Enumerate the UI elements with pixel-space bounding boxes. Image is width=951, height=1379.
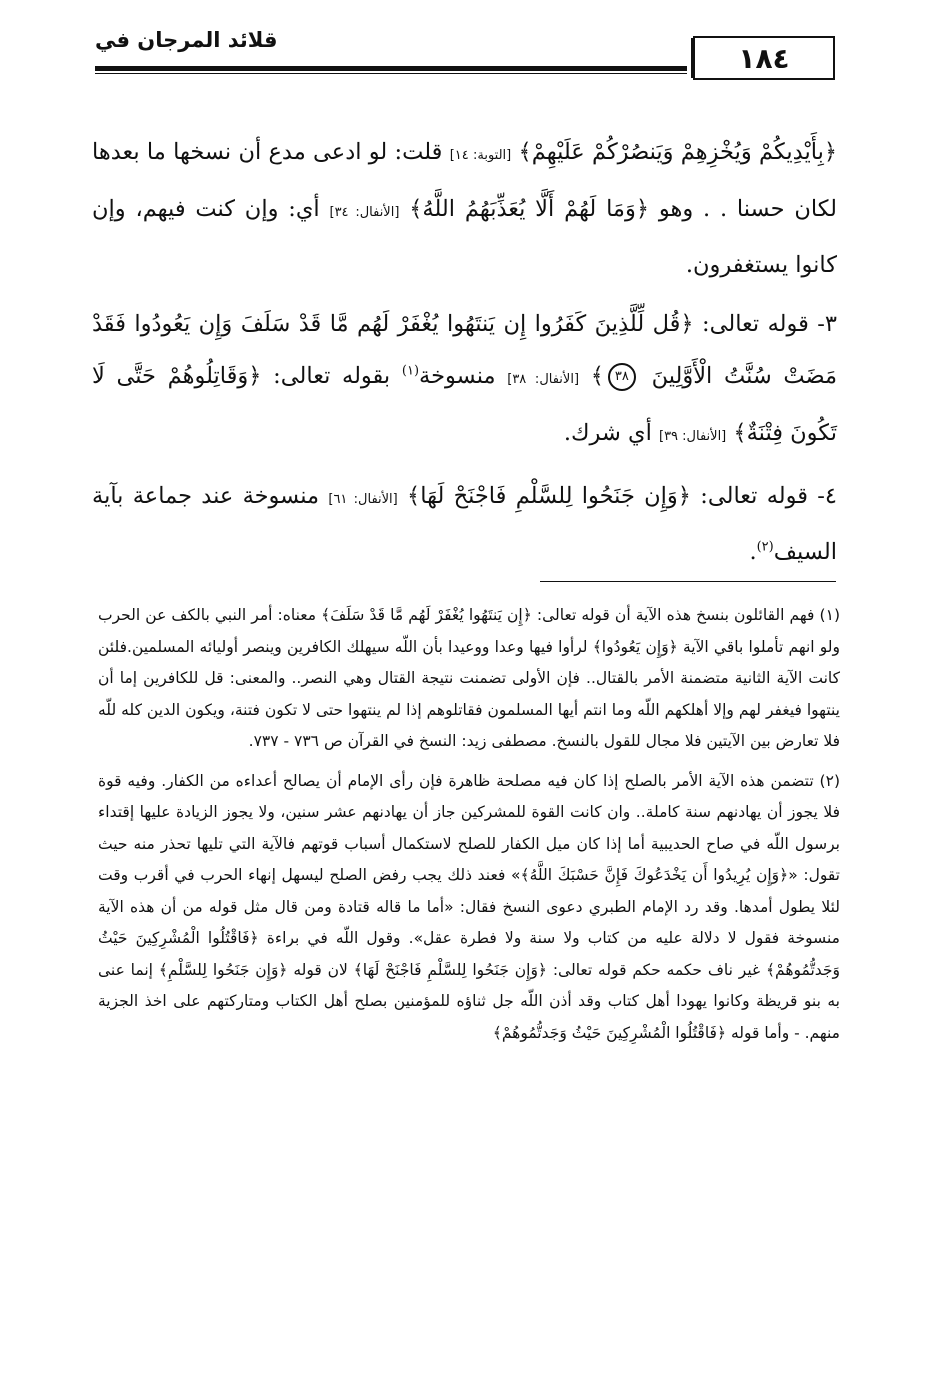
footnote-number: (١) xyxy=(819,606,840,624)
body-text: بقوله تعالى: xyxy=(273,363,391,390)
running-title: قلائد المرجان في xyxy=(95,28,278,52)
ayah-number-icon: ٣٨ xyxy=(608,363,636,391)
footnote-2 xyxy=(98,766,840,1050)
paragraph-item-3: ٣- قوله تعالى: ﴿قُل لِّلَّذِينَ كَفَرُوا إِن يَنتَهُوا يُغْفَرْ لَهُم مَّا قَدْ سَلَفَ وَإِن يَعُودُوا فَقَدْ مَضَتْ سُنَّتُ الْأَوَّلِينَ ٣٨﴾ [الأنفال: ٣٨] منسوخة$^{(١)}$ بقوله تعالى: ﴿وَقَاتِلُوهُمْ حَتَّى لَا تَكُونَ فِتْنَةٌ﴾ [الأنفال: ٣٩] أي شرك. xyxy=(92,310,838,446)
verse-citation: [الأنفال: ٦١] xyxy=(328,491,398,507)
main-text xyxy=(92,126,837,579)
body-text: منسوخة xyxy=(419,363,496,390)
footnote-1 xyxy=(98,600,840,758)
quran-verse: وَإِن جَنَحُوا لِلسَّلْمِ فَاجْنَحْ لَهَا xyxy=(420,482,678,509)
quran-verse: وَقَاتِلُوهُمْ حَتَّى لَا تَكُونَ فِتْنَةٌ xyxy=(92,363,837,446)
body-text: أي: وإن كنت فيهم، وإن كانوا يستغفرون. xyxy=(92,195,837,279)
header-rule xyxy=(95,66,687,71)
quran-verse: وَمَا لَهُمْ أَلَّا يُعَذِّبَهُمُ اللَّهُ xyxy=(422,195,636,222)
header-rule-thin xyxy=(95,73,687,74)
page-number: ١٨٤ xyxy=(693,36,835,80)
verse-citation: [التوبة: ١٤] xyxy=(449,148,512,163)
footnote-number: (٢) xyxy=(819,771,840,790)
item-lead: ٣- قوله تعالى: xyxy=(702,310,837,337)
footnote-text: تتضمن هذه الآية الأمر بالصلح إذا كان فيه مصلحة ظاهرة فإن رأى الإمام أن يصالح أعداءه من الكفار. وفيه قوة فلا يجوز أن يهادنهم سنة كاملة.. وان كانت القوة للمشركين جاز أن يهادنهم عشر سنين، ولا يجوز الزيادة عليها إقتداء برسول اللّه في صاح الحديبية أما إذا كان ميل الكفار للصلح لاستكمال أسباب قوتهم فالآية التي تليها تحذر منه حيث تقول: «﴿وَإِن يُرِيدُوا أَن يَخْدَعُوكَ فَإِنَّ حَسْبَكَ اللَّهُ﴾» فعند ذلك يجب رفض الصلح ليسهل إنهاء الحرب في أقرب وقت لئلا يطول أمدها. وقد رد الإمام الطبري دعوى النسخ فقال: «أما ما قاله قتادة ومن قال مثل قوله من أن هذه الآية منسوخة فقول لا دلالة عليه من كتاب ولا سنة ولا فطرة عقل». وقول اللّه في براءة ﴿فَاقْتُلُوا الْمُشْرِكِينَ حَيْثُ وَجَدتُّمُوهُمْ﴾ غير ناف حكمه حكم قوله تعالى: ﴿وَإِن جَنَحُوا لِلسَّلْمِ فَاجْنَحْ لَهَا﴾ لان قوله ﴿وَإِن جَنَحُوا لِلسَّلْمِ﴾ إنما عنى به بنو قريظة وكانوا يهودا أهل كتاب وقد أذن اللّه جل ثناؤه للمؤمنين بصلح أهل الكتاب ومتاركتهم على اخذ الجزية منهم. - وأما قوله ﴿فَاقْتُلُوا الْمُشْرِكِينَ حَيْثُ وَجَدتُّمُوهُمْ﴾ xyxy=(98,771,840,1042)
page-header xyxy=(95,22,835,74)
footnote-ref[interactable]: (١) xyxy=(401,363,420,379)
footnote-separator xyxy=(540,581,836,582)
body-text: منسوخة عند جماعة بآية السيف xyxy=(92,482,837,566)
verse-citation: [الأنفال: ٣٩] xyxy=(659,428,727,444)
body-text: أي شرك. xyxy=(563,419,652,446)
footnote-ref[interactable]: (٢) xyxy=(756,539,774,555)
body-text: قلت: لو ادعى مدع أن نسخها ما بعدها لكان حسنا . . وهو xyxy=(92,139,837,222)
footnote-text: فهم القائلون بنسخ هذه الآية أن قوله تعالى: ﴿إِن يَنتَهُوا يُغْفَرْ لَهُم مَّا قَدْ سَلَفَ﴾ معناه: أمر النبي بالكف عن الحرب ولو انهم تأملوا باقي الآية ﴿وَإِن يَعُودُوا﴾ لرأوا فيها وعدا ووعيدا بأن اللّه سيهلك الكافرين وينصر أوليائه المسلمين.فلئن كانت الآية الثانية متضمنة الأمر بالقتال.. فإن الأولى تضمنت نتيجة القتال وهي النصر.. والمعنى: قل للكافرين إما أن ينتهوا فيغفر لهم وإلا أهلكهم اللّه وما انتم أيها المسلمون فقاتلوهم إذا لم ينتهوا حتى لا تكون فتنة، ويكون الدين كله للّه فلا تعارض بين الآيتين فلا مجال للقول بالنسخ. مصطفى زيد: النسخ في القرآن ص ٧٣٦ - ٧٣٧. xyxy=(98,606,840,750)
verse-citation: [الأنفال: ٣٤] xyxy=(329,204,400,220)
quran-verse: قُل لِّلَّذِينَ كَفَرُوا إِن يَنتَهُوا يُغْفَرْ لَهُم مَّا قَدْ سَلَفَ وَإِن يَعُودُوا فَقَدْ مَضَتْ سُنَّتُ الْأَوَّلِينَ xyxy=(92,310,838,390)
verse-citation: [الأنفال: ٣٨] xyxy=(507,372,580,388)
item-lead: ٤- قوله تعالى: xyxy=(700,482,837,509)
footnotes xyxy=(98,600,840,1049)
paragraph-continuation: ﴿بِأَيْدِيكُمْ وَيُخْزِهِمْ وَيَنصُرْكُمْ عَلَيْهِمْ﴾ [التوبة: ١٤] قلت: لو ادعى مدع أن نسخها ما بعدها لكان حسنا . . وهو ﴿وَمَا لَهُمْ أَلَّا يُعَذِّبَهُمُ اللَّهُ﴾ [الأنفال: ٣٤] أي: وإن كنت فيهم، وإن كانوا يستغفرون. xyxy=(92,139,838,279)
paragraph-item-4: ٤- قوله تعالى: ﴿وَإِن جَنَحُوا لِلسَّلْمِ فَاجْنَحْ لَهَا﴾ [الأنفال: ٦١] منسوخة عند جماعة بآية السيف$^{(٢)}$. xyxy=(92,482,837,566)
quran-verse: بِأَيْدِيكُمْ وَيُخْزِهِمْ وَيَنصُرْكُمْ عَلَيْهِمْ xyxy=(531,139,824,165)
